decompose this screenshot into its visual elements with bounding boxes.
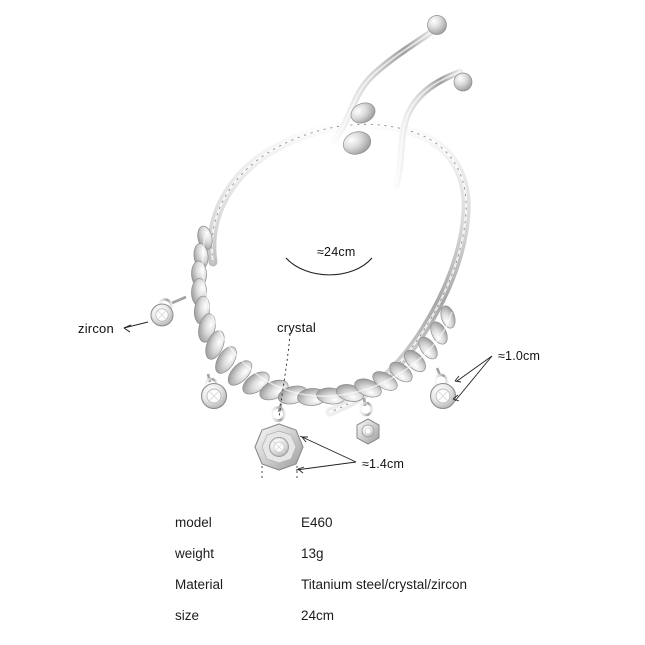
annotation-crystal: crystal bbox=[277, 320, 316, 335]
spec-key-material: Material bbox=[175, 577, 224, 592]
spec-key-size: size bbox=[175, 608, 200, 623]
spec-key-weight: weight bbox=[175, 546, 215, 561]
spec-key-model: model bbox=[175, 515, 212, 530]
spec-table bbox=[175, 515, 555, 639]
spec-value-size: 24cm bbox=[301, 608, 335, 623]
table-row bbox=[175, 608, 555, 639]
table-row bbox=[175, 515, 555, 546]
charm-crystal-large bbox=[255, 404, 303, 470]
spec-value-material: Titanium steel/crystal/zircon bbox=[301, 577, 468, 592]
spec-value-model: E460 bbox=[301, 515, 333, 530]
table-row bbox=[175, 546, 555, 577]
charm-hexagon-small bbox=[357, 398, 379, 444]
ball-end-cap bbox=[454, 73, 472, 91]
ball-end-cap bbox=[428, 16, 447, 35]
charm-round-gem bbox=[202, 374, 227, 409]
table-row bbox=[175, 577, 555, 608]
annotation-charm-small-size: ≈1.0cm bbox=[498, 349, 541, 363]
spec-value-weight: 13g bbox=[301, 546, 324, 561]
annotation-zircon: zircon bbox=[78, 321, 114, 336]
slider-bead bbox=[340, 128, 373, 158]
charm-zircon-left bbox=[151, 297, 186, 326]
annotation-charm-large-size: ≈1.4cm bbox=[362, 457, 405, 471]
annotation-length: ≈24cm bbox=[317, 245, 356, 259]
charm-round-gem-right bbox=[431, 368, 456, 409]
